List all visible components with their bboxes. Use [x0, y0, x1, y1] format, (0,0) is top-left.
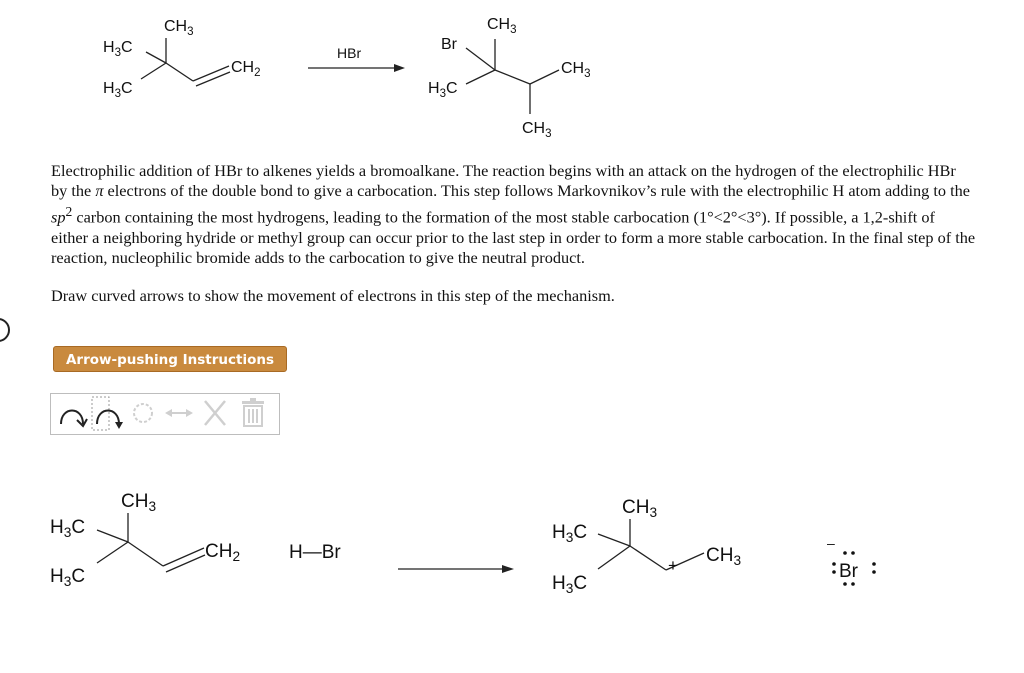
double-bond-line2 [196, 72, 230, 86]
bond [97, 530, 128, 542]
atom-label-h3c: $H_3C$ [552, 573, 588, 596]
top-reaction-arrow [308, 45, 405, 72]
bond [141, 63, 166, 79]
drawing-toolbar [50, 393, 280, 435]
atom-label-ch2: $CH_2$ [205, 541, 241, 564]
positive-charge: + [668, 556, 678, 575]
bond [530, 70, 559, 84]
single-headed-curved-arrow-icon[interactable] [91, 394, 127, 434]
lone-pair-dot [872, 562, 876, 566]
bond [97, 542, 128, 563]
lone-pair-dot [851, 551, 855, 555]
description-paragraph: Electrophilic addition of HBr to alkenes yields a bromoalkane. The reaction begins with an attack on the hydrogen of the electrophilic HBr by the π electrons of the double bond to give a carbocation. This step follows Markovnikov’s rule with the electrophilic H atom adding to the $sp^2$ carbon containing the most hydrogens, leading to the formation of the most stable carbocation (1°<2°<3°). If possible, a 1,2-shift of either a neighboring hydride or methyl group can occur prior to the last step in order to form a more stable carbocation. In the final step of the reaction, nucleophilic bromide adds to the carbocation to give the neutral product. [51, 161, 976, 268]
double-bond-line1 [163, 548, 204, 566]
atom-label-h3c: $H_3C$ [50, 566, 86, 589]
atom-label-ch3: $CH_3$ [487, 16, 517, 36]
double-headed-curved-arrow-icon[interactable] [55, 394, 91, 434]
atom-label-br: Br [441, 36, 457, 53]
top-product-structure [428, 16, 591, 140]
atom-label-h3c: $H_3C$ [103, 80, 133, 100]
bond [598, 546, 630, 569]
atom-label-br: Br [839, 561, 858, 582]
double-bond-line2 [166, 555, 205, 572]
atom-label-ch3: $CH_3$ [164, 18, 194, 38]
lone-pair-dot [851, 582, 855, 586]
pi-symbol: π [95, 181, 104, 201]
lone-pair-dot [843, 551, 847, 555]
atom-label-h3c: $H_3C$ [103, 39, 133, 59]
hbr-molecule[interactable]: H—Br [289, 542, 341, 563]
bond [630, 546, 666, 570]
bond [466, 48, 495, 70]
bond [128, 542, 163, 566]
mechanism-carbocation-structure [552, 497, 741, 596]
arrow-pushing-instructions-button[interactable]: Arrow-pushing Instructions [53, 346, 287, 372]
instruction-text: Draw curved arrows to show the movement of electrons in this step of the mechanism. [51, 286, 615, 306]
bond [495, 70, 530, 84]
atom-label-h3c: $H_3C$ [552, 522, 588, 545]
negative-charge: – [827, 535, 835, 551]
bond [146, 52, 166, 63]
mechanism-reaction-arrow [398, 565, 514, 573]
atom-label-ch3: $CH_3$ [622, 497, 658, 520]
sp-hybrid: sp [51, 207, 66, 227]
atom-label-ch2: $CH_2$ [231, 59, 261, 79]
top-reactant-structure [103, 18, 261, 100]
trash-icon[interactable] [235, 394, 271, 434]
bromide-ion[interactable] [827, 535, 876, 586]
atom-label-h3c: $H_3C$ [50, 517, 86, 540]
bond [466, 70, 495, 84]
problem-description [51, 161, 976, 307]
lone-pair-dot [832, 562, 836, 566]
lone-pair-dot [872, 570, 876, 574]
lone-pair-dot [843, 582, 847, 586]
mechanism-reactant-structure [50, 491, 240, 589]
atom-label-ch3: $CH_3$ [706, 545, 742, 568]
lasso-select-icon[interactable] [129, 394, 159, 434]
lone-pair-dot [832, 570, 836, 574]
bond [166, 63, 193, 81]
atom-label-ch3: $CH_3$ [561, 60, 591, 80]
arrow-head [394, 64, 405, 72]
arrow-head [502, 565, 514, 573]
bond [598, 534, 630, 546]
atom-label-h3c: $H_3C$ [428, 80, 458, 100]
double-bond-line1 [193, 66, 229, 81]
delete-x-icon[interactable] [199, 394, 231, 434]
resize-arrows-icon[interactable] [161, 394, 197, 434]
atom-label-ch3: $CH_3$ [121, 491, 157, 514]
atom-label-ch3: $CH_3$ [522, 120, 552, 140]
reagent-label: HBr [337, 45, 362, 61]
